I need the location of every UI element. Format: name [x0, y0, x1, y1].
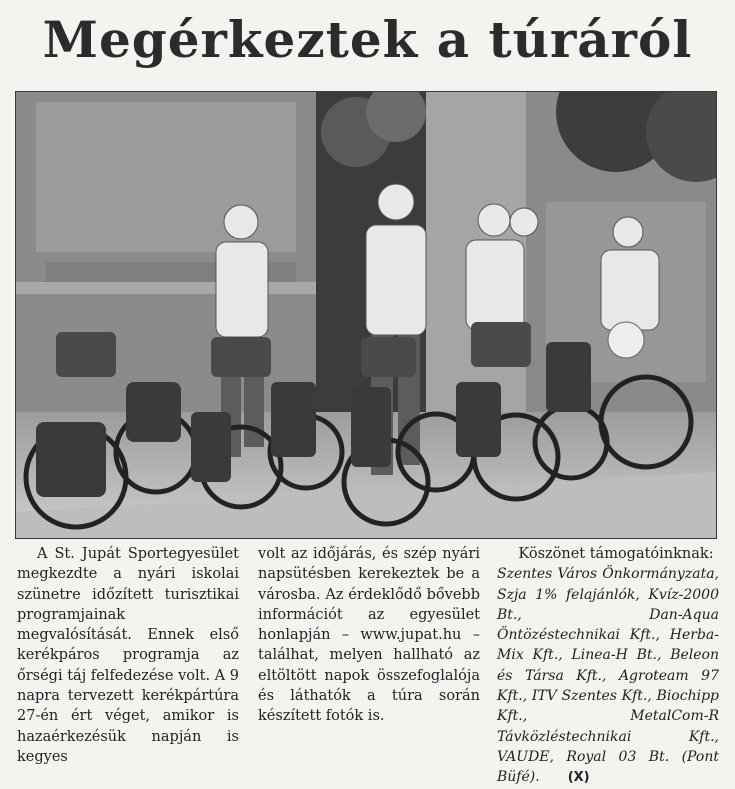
article-column-2 — [258, 544, 480, 727]
thanks-title: Köszönet támogatóinknak: — [518, 546, 714, 562]
article-column-1 — [17, 544, 239, 767]
article-column-3 — [497, 544, 719, 789]
sponsors-list — [497, 564, 719, 788]
author-mark: (X) — [567, 770, 590, 786]
article-text-2: volt az időjárás, és szép nyári napsütésben kerekeztek be a városba. Az érdeklődő bővebb információt az egyesület honlapján – www.jupat.hu – találhat, melyen hallható az eltöltött napok összefoglalója és láthatók a túra során készített fotók is. — [258, 546, 480, 725]
headline: Megérkeztek a túráról — [42, 10, 693, 69]
article-text-1: A St. Jupát Sportegyesület megkezdte a nyári iskolai szünetre időzített turisztikai programjainak megvalósítását. Ennek első kerékpáros programja az őrségi táj felfedezése volt. A 9 napra tervezett kerékpártúra 27-én ért véget, amikor is hazaérkezésük napján is kegyes — [17, 546, 239, 765]
sponsors-text: Szentes Város Önkormányzata, Szja 1% felajánlók, Kvíz-2000 Bt., Dan-Aqua Öntözéstechnikai Kft., Herba-Mix Kft., Linea-H Bt., Beleon és Társa Kft., Agroteam 97 Kft., ITV Szentes Kft., Biochipp Kft., MetalCom-R Távközléstechnikai Kft., VAUDE, Royal 03 Bt. (Pont Büfé). — [497, 566, 719, 786]
group-photo — [15, 91, 717, 539]
